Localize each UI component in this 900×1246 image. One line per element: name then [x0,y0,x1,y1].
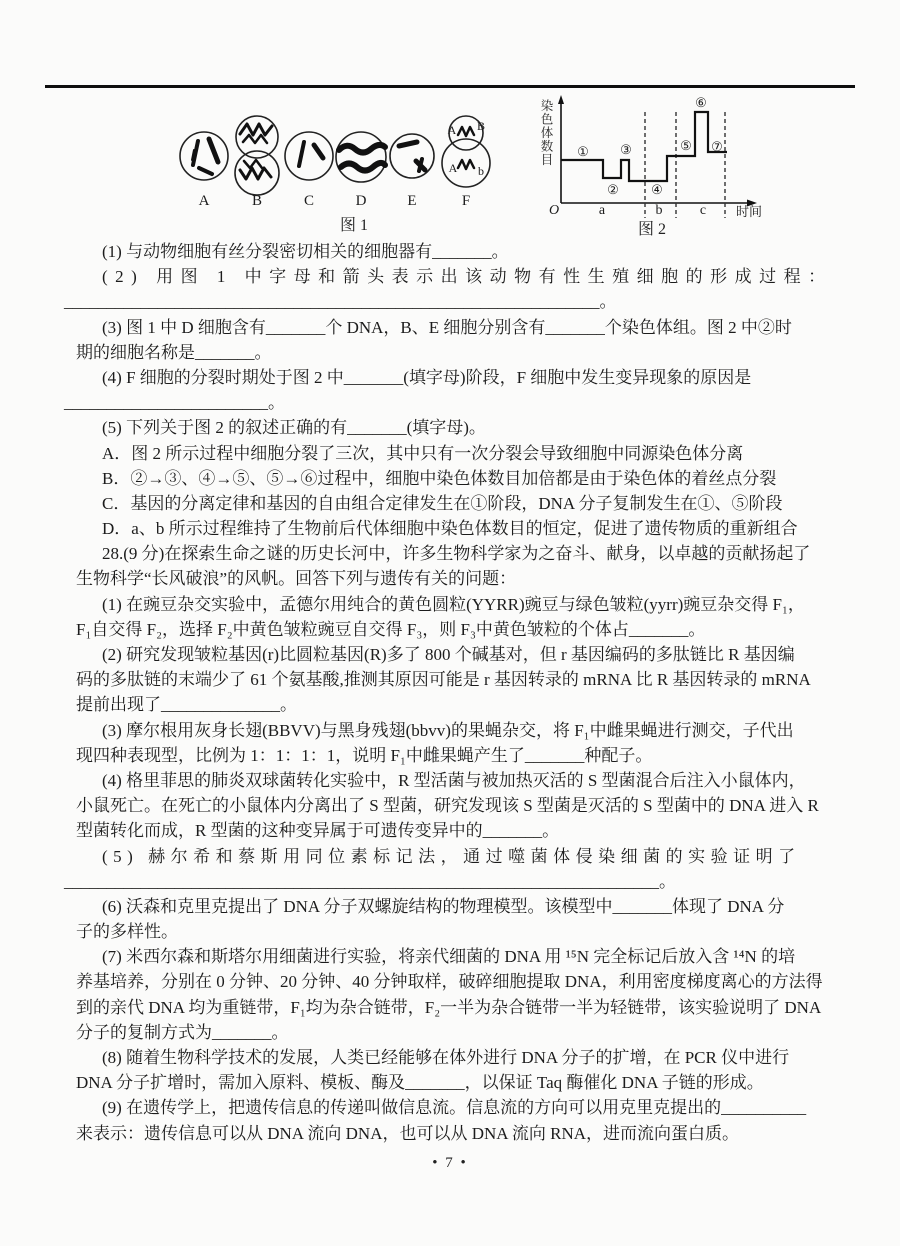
cell-a-membrane [180,132,228,180]
cell-f-label-bottom-left: A [448,161,458,175]
q28-item2-line2: 码的多肽链的末端少了 61 个氨基酸,推测其原因可能是 r 基因转录的 mRNA 比 R 基因转录的 mRNA [76,670,811,690]
q27-item3-line1: (3) 图 1 中 D 细胞含有_______个 DNA，B、E 细胞分别含有_______个染色体组。图 2 中②时 [102,317,792,337]
q28-item5-line: (5) 赫尔希和蔡斯用同位素标记法，通过噬菌体侵染细菌的实验证明了 [102,846,801,866]
q28-item6-line1: (6) 沃森和克里克提出了 DNA 分子双螺旋结构的物理模型。该模型中_______体现了 DNA 分 [102,896,785,916]
q28-item4-line2: 小鼠死亡。在死亡的小鼠体内分离出了 S 型菌，研究发现该 S 型菌是灭活的 S 型菌中的 DNA 进入 R [76,796,819,816]
cell-c-chromosomes [299,142,323,166]
q28-item1-line2: F₁自交得 F₂，选择 F₂中黄色皱粒豌豆自交得 F₃，则 F₃中黄色皱粒的个体占_______。 [76,619,706,639]
figure2-svg [538,92,768,220]
cell-a-chromosomes [192,139,218,174]
fig2-phase-1: ① [577,144,589,159]
fig2-phase-6: ⑥ [695,95,707,110]
q28-item6-line2: 子的多样性。 [76,922,178,942]
figure2-chart [538,92,768,220]
cell-letter-a: A [198,193,210,209]
fig2-phase-5: ⑤ [680,138,692,153]
header-rule [45,85,855,88]
q27-item4-line1: (4) F 细胞的分裂时期处于图 2 中_______(填字母)阶段，F 细胞中发生变异现象的原因是 [102,367,752,387]
q27-option-d: D．a、b 所示过程维持了生物前后代体细胞中染色体数目的恒定，促进了遗传物质的重新组合 [102,519,798,539]
q28-item4-line3: 型菌转化而成，R 型菌的这种变异属于可遗传变异中的_______。 [76,821,560,841]
fig2-phase-2: ② [607,182,619,197]
cell-letter-c: C [303,193,315,209]
q27-option-c: C．基因的分离定律和基因的自由组合定律发生在①阶段，DNA 分子复制发生在①、⑤阶段 [102,493,783,513]
cell-e-chromosomes [399,142,425,171]
fig2-x-axis-label: 时间 [736,204,763,219]
q28-stem-line2: 生物科学“长风破浪”的风帆。回答下列与遗传有关的问题： [76,569,517,589]
q28-item3-line2: 现四种表现型，比例为 1：1：1：1，说明 F₁中雌果蝇产生了_______种配子。 [76,745,653,765]
cell-f-label-top-left: A [447,123,457,137]
cell-letter-b: B [251,193,263,209]
cell-d-chromosomes [339,145,385,171]
q28-item8-line1: (8) 随着生物科学技术的发展，人类已经能够在体外进行 DNA 分子的扩增，在 PCR 仪中进行 [102,1048,790,1067]
fig2-section-a: a [598,203,606,218]
q27-option-a: A．图 2 所示过程中细胞分裂了三次，其中只有一次分裂会导致细胞中同源染色体分离 [102,443,744,463]
fig2-section-b: b [655,203,663,218]
q28-item2-line3: 提前出现了______________。 [76,695,297,715]
cell-letter-e: E [407,193,417,209]
q28-item7-line4: 分子的复制方式为_______。 [76,1022,289,1042]
q28-item7-line1: (7) 米西尔森和斯塔尔用细菌进行实验，将亲代细菌的 DNA 用 ¹⁵N 完全标记后放入含 ¹⁴N 的培 [102,947,796,967]
q27-option-b: B．②→③、④→⑤、⑤→⑥过程中，细胞中染色体数目加倍都是由于染色体的着丝点分裂 [102,468,777,488]
q27-item3-line2: 期的细胞名称是_______。 [76,342,272,362]
figure1-cells [170,112,505,210]
q27-item1-line: (1) 与动物细胞有丝分裂密切相关的细胞器有_______。 [102,242,509,261]
q28-item9-line2: 来表示：遗传信息可以从 DNA 流向 DNA，也可以从 DNA 流向 RNA，进而流向蛋白质。 [76,1123,740,1143]
q28-item8-line2: DNA 分子扩增时，需加入原料、模板、酶及_______，以保证 Taq 酶催化 DNA 子链的形成。 [76,1073,764,1093]
cell-letter-d: D [355,193,367,209]
q28-item7-line2: 养基培养，分别在 0 分钟、20 分钟、40 分钟取样，破碎细胞提取 DNA，利用密度梯度离心的方法得 [76,972,823,992]
fig2-section-c: c [699,203,707,218]
fig2-y-axis-label: 染色体数目 [539,99,553,167]
q28-item3-line1: (3) 摩尔根用灰身长翅(BBVV)与黑身残翅(bbvv)的果蝇杂交，将 F₁中雌果蝇进行测交，子代出 [102,720,794,740]
figure1-svg [170,112,505,210]
cell-d-membrane [336,132,386,182]
cell-f-label-top-right: B [476,119,486,133]
fig2-phase-7: ⑦ [711,139,723,154]
q27-item4-blank: ________________________。 [64,393,285,413]
cell-c-membrane [285,132,333,180]
figure1-caption: 图 1 [340,217,369,234]
fig2-origin-label: O [548,203,560,218]
page-number: • 7 • [432,1155,468,1171]
q28-item9-line1: (9) 在遗传学上，把遗传信息的传递叫做信息流。信息流的方向可以用克里克提出的__________ [102,1098,807,1118]
q27-item2-blank: _______________________________________________________________。 [64,292,617,312]
cell-letter-f: F [461,193,471,209]
fig2-y-arrow [558,95,564,104]
q28-item1-line1: (1) 在豌豆杂交实验中，孟德尔用纯合的黄色圆粒(YYRR)豌豆与绿色皱粒(yyrr)豌豆杂交得 F₁， [102,594,805,614]
q28-item7-line3: 到的亲代 DNA 均为重链带，F₁均为杂合链带，F₂一半为杂合链带一半为轻链带，该实验说明了 DNA [76,997,822,1017]
cell-f-label-bottom-right: b [478,164,484,178]
q28-item5-blank: ______________________________________________________________________。 [64,871,676,891]
q27-item2-line: (2) 用图 1 中字母和箭头表示出该动物有性生殖细胞的形成过程： [102,267,833,287]
q28-stem-line1: 28.(9 分)在探索生命之谜的历史长河中，许多生物科学家为之奋斗、献身，以卓越的贡献扬起了 [102,544,811,564]
fig2-phase-3: ③ [620,142,632,157]
q28-item2-line1: (2) 研究发现皱粒基因(r)比圆粒基因(R)多了 800 个碱基对，但 r 基因编码的多肽链比 R 基因编 [102,645,795,664]
document-text [64,239,864,1146]
fig2-phase-4: ④ [651,182,663,197]
q27-item5-line: (5) 下列关于图 2 的叙述正确的有_______(填字母)。 [102,418,486,438]
cell-f-chromosomes [458,127,474,169]
figure2-caption: 图 2 [638,221,667,238]
q28-item4-line1: (4) 格里菲思的肺炎双球菌转化实验中，R 型活菌与被加热灭活的 S 型菌混合后注入小鼠体内， [102,770,806,790]
